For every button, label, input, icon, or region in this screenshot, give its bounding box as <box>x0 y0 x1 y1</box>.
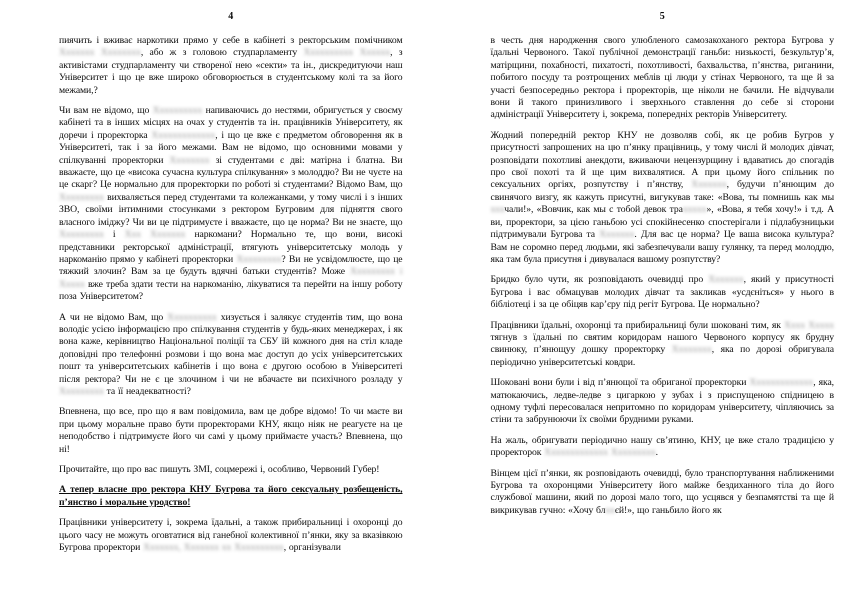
page-number: 5 <box>659 11 665 22</box>
text-run: в честь дня народження свого улюбленого самозакоханого ректора Бугрова у їдальні Червоного. Такої публічної демонстрації ганьби: низькості, безкультур’я, матірщини, похабності, пихатості, похотливості, бахвальства, п’янства, риганини, побитого посуду та розтрощених меблів ці люди у стінах Червоного, та ще й за участі безпосередньо ректора і проректорів, ще ніколи не бачили. Не відчували вони й такого принизливого і зверхнього ставлення до себе зі сторони адміністрації Університету і, зокрема, попередніх ректорів Університету. <box>490 35 834 121</box>
text-run: Вінцем цієї п’янки, як розповідають очевидці, було транспортування наближеними Бугрова та охоронцями Університету його майже бездиханного тіла до його службової машини, який по дорозі мало того, що усцявся у безпамятстві та ще й викрикував гучно: «Хочу бл <box>490 467 834 516</box>
text-run: та її неадекватності? <box>103 385 191 397</box>
text-run: . Для вас це норма? Це ваша висока культура? Вам не соромно перед людьми, які забезпечували вашу гулянку, та перед молоддю, яка там була присутня і дивувалася вашому розпутству? <box>490 229 834 265</box>
redacted-name: Ххххххх <box>691 179 727 191</box>
text-run: вже треба здати тести на наркоманію, лікуватися та перейти на іншу роботу поза Університетом? <box>59 278 403 303</box>
paragraph <box>491 320 835 370</box>
redacted-name: Ххххххх Хххххххх <box>59 47 141 59</box>
redacted-name: Ххх Ххххххх <box>124 229 186 241</box>
paragraph <box>491 35 835 122</box>
text-run: , з активістами студпарламенту чи створеної нею «секти» та ін., дискредитуючи наш Університет і що це вже широко обговорюється в студентському колі та за його межами,? <box>59 47 403 96</box>
text-run: тягнув з їдальні по святим коридорам нашого Червоного корпусу як брудну свинюку, п’янющуу дошку проректорку <box>490 331 834 356</box>
text-run: , будучи п’янющим до свинячого визгу, як кажуть присутні, вигукував таке: «Вова, ты помнишь как мы <box>490 179 834 203</box>
text-run: , яка по дорозі обригувала періодично університетські ковдри. <box>490 344 834 368</box>
redacted-name: Ххххххххх <box>59 229 104 241</box>
redacted-name: Ххххххх, Ххххххх хх Хххххххххх <box>143 542 284 554</box>
redacted-name: хх <box>605 504 615 516</box>
paragraph <box>59 406 403 456</box>
paragraph <box>59 464 403 476</box>
text-run: А тепер власне про ректора КНУ Бугрова та його сексуальну розбещеність, п’янство і моральне уродство! <box>59 484 403 508</box>
redacted-name: Ххххххххххххх <box>151 129 216 141</box>
text-run: Працівники їдальні, охоронці та прибиральниці були шоковані тим, як <box>490 319 784 331</box>
redacted-name: Хххххххх <box>671 344 712 356</box>
paragraph <box>59 35 403 97</box>
page-body <box>491 35 835 517</box>
text-run: На жаль, обригувати періодично нашу св’ятиню, КНУ, це вже стало традицією у проректорок <box>490 434 834 459</box>
text-run: Впевнена, що все, про що я вам повідомила, вам це добре відомо! То чи маєте ви при цьому моральне право бути проректорами КНУ, якщо ніяк не реагуєте на це неподобство і підтримуєте його чи самі у цьому приймаєте участь? Впевнена, що ні! <box>59 406 403 455</box>
text-run: Шоковані вони були і від п’янющої та обриганої проректорки <box>490 377 750 389</box>
text-run: напиваючись до нестями, обригується у своєму кабінеті та в інших місцях на очах у студентів та ін. працівників Університету, як доречи і проректорка <box>59 105 403 141</box>
text-run: Жодний попередній ректор КНУ не дозволяв собі, як це робив Бугров у присутності запрошених на цю п’янку працівниць, у тому числі й молодих дівчат, розповідати похотливі анекдоти, вживаючи нецензурщину і вдаватись до спогадів про свої похоті та й ще цим вихвалятися. А при цьому його спільник по сексуальних оргіях, розпутству і п’янству, <box>490 129 834 191</box>
text-run: єй!», що ганьбило його як <box>614 504 722 516</box>
text-run: зі студентами є дві: матірна і блатна. Ви вважаєте, що це «висока сучасна культура спілкування» з молоддю? Ви не чуєте на це скарг? Це нормально для проректорки по роботі зі студентами? Відомо Вам, що <box>59 154 403 191</box>
paragraph <box>491 468 835 518</box>
redacted-name: Ххххххх <box>599 229 635 241</box>
paragraph <box>491 435 835 460</box>
text-run: чали!», «Вовчик, как мы с тобой девок тра <box>504 204 683 216</box>
text-run: пиячить і вживає наркотики прямо у себе в кабінеті з ректорським помічником <box>59 35 403 46</box>
redacted-name: Ххххххххх <box>236 253 282 265</box>
text-run: і <box>103 229 125 241</box>
text-run: А чи не відомо Вам, що <box>59 311 168 323</box>
paragraph <box>491 274 835 311</box>
page-number: 4 <box>228 11 234 22</box>
redacted-name: ххххх <box>682 204 707 216</box>
paragraph <box>59 517 403 554</box>
text-run: , яка, матюкаючись, ледве-ледве з цигаркою у зубах і з приспущеною спідницею в одному туфлі пересовалася непритомно по коридорам університету, чіпляючись за стіни та забрунюючи їх своїми брудними руками. <box>490 377 834 426</box>
text-run: хизується і залякує студентів тим, що вона володіє усією інформацією про спілкування студентів у будь-яких менеджерах, і як вона каже, керівництво Національної поліції та СБУ їй кожного дня на стіл кладе доповідні про телефонні розмови і що вона має доступ до усіх університетських пошт та університетських кабінетів і що вона є другою особою в Університеті після ректора? Чи не є це злочином і чи не вбачаєте ви психічного розладу у <box>59 311 403 385</box>
paragraph <box>491 377 835 427</box>
text-run: , або ж з головою студпарламенту <box>140 47 304 59</box>
redacted-name: Хххххххххх <box>152 105 203 117</box>
text-run: . <box>655 447 658 459</box>
redacted-name: Ххххххххххххх <box>749 377 814 389</box>
text-run: наркомани? Нормально те, що вони, високі представники ректорської адміністрації, втягують університетську молодь у наркоманію прямо у кабінеті проректорки <box>59 229 403 265</box>
redacted-name: Ххххххххххххх Ххххххххх <box>544 447 656 459</box>
redacted-name: Хххххххх <box>169 154 210 166</box>
text-run: Працівники університету і, зокрема їдальні, а також прибиральниці і охоронці до цього часу не можуть оговтатися від ганебної колективної п’янки, яку за вказівкою Бугрова проректори <box>59 517 403 554</box>
paragraph <box>59 105 403 304</box>
text-run: Прочитайте, що про вас пишуть ЗМІ, соцмережі і, особливо, Червоний Губер! <box>59 464 380 475</box>
text-run: , і що це вже є предметом обговорення як в Університеті, так і за його межами. Вам не відомо, що основними мовами у спілкуванні проректорки <box>59 129 403 166</box>
paragraph <box>59 312 403 399</box>
redacted-name: Ххххххххх <box>59 191 104 203</box>
page-5 <box>432 0 863 600</box>
redacted-name: Ххххххх <box>708 274 744 286</box>
text-run: , який у присутності Бугрова і вас обмацував молодих дівчат та закликав «усдєніться» у нього в бібліотеці і за це обіцяв кар’єру під регіт Бугрова. Це нормально? <box>490 274 834 311</box>
page-body <box>59 35 403 554</box>
redacted-name: Ххххххххх і Ххххх <box>59 266 403 290</box>
section-heading <box>59 484 403 509</box>
text-run: », «Вова, я тебя хочу!» і т.д. А ви, проректори, за цією ганьбою усі спокійнесенко спостерігали і підлабузницьки підтримували Бугрова та <box>490 204 834 241</box>
redacted-name: Хххххххххх Хххххх <box>303 47 391 59</box>
redacted-name: ххх <box>490 204 505 216</box>
text-run: вихваляється перед студентами та колежанками, у тому числі і з інших ЗВО, своїми інтимними стосунками з ректором Бугровим для підняття свого власного іміджу? Чи ви це підтримуєте і вважаєте, що це норма? Ви не знаєте, що <box>59 191 403 228</box>
text-run: Чи вам не відомо, що <box>59 105 153 117</box>
redacted-name: Хххх Ххххх <box>783 319 834 331</box>
redacted-name: Ххххххххх <box>59 385 104 397</box>
text-run: ? Ви не усвідомлюєте, що це тяжкий злочин? Вам за це будуть вдячні батьки студентів? Може <box>59 253 403 278</box>
text-run: , організували <box>283 542 341 554</box>
paragraph <box>491 130 835 266</box>
text-run: Бридко було чути, як розповідають очевидці про <box>490 274 709 286</box>
redacted-name: Хххххххххх <box>167 311 217 323</box>
